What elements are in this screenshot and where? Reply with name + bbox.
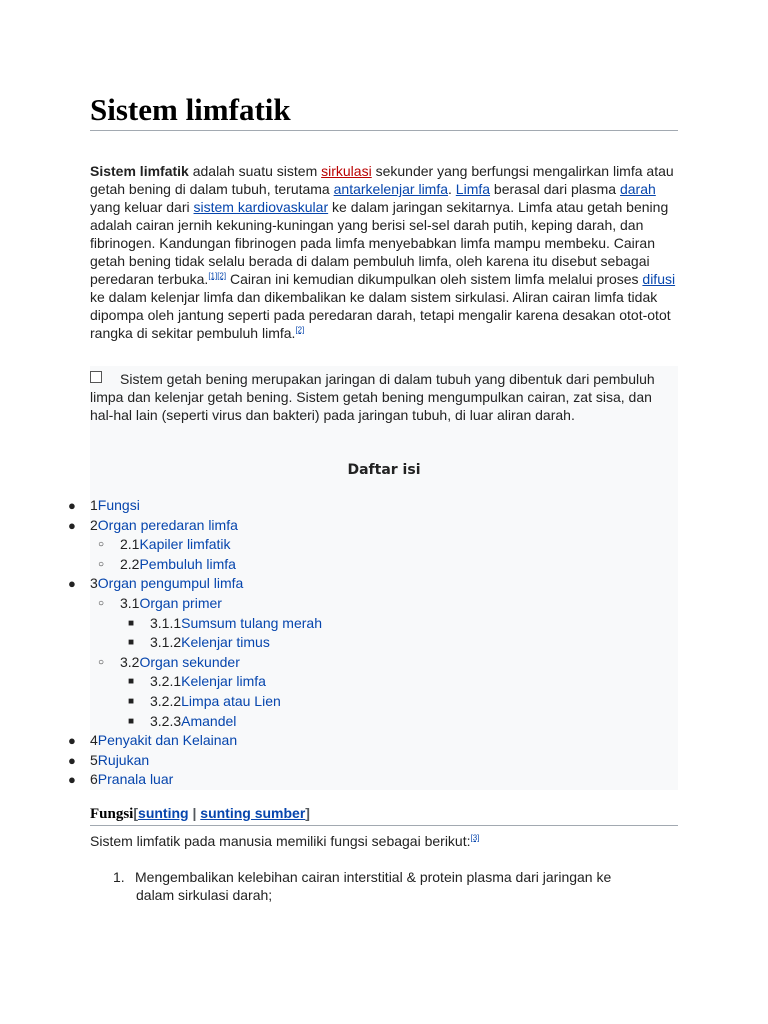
toc-item[interactable] <box>0 574 700 594</box>
bullet-circle-icon: ○ <box>98 597 105 609</box>
toc-item-number: 2 <box>90 516 98 533</box>
reference-3[interactable]: [3] <box>470 833 480 843</box>
toc-item-link[interactable]: Penyakit dan Kelainan <box>97 732 238 749</box>
toc-item[interactable] <box>0 770 700 790</box>
toc-item-number: 6 <box>90 771 98 788</box>
toc-item-entry <box>150 672 266 692</box>
checkbox-icon[interactable] <box>90 371 102 383</box>
toc-item-entry <box>150 692 281 712</box>
toc-item-link[interactable]: Kelenjar timus <box>181 634 270 651</box>
toc-item-entry <box>120 653 240 673</box>
toc-item-number: 3 <box>90 575 98 592</box>
toc-item[interactable] <box>0 751 700 771</box>
list-number: 1. <box>113 869 125 885</box>
toc-item[interactable] <box>0 594 700 614</box>
toc-item-entry <box>90 731 237 751</box>
toc-item-number: 3.1.1 <box>150 614 182 631</box>
bullet-square-icon: ■ <box>128 637 135 649</box>
page-title: Sistem limfatik <box>90 92 678 131</box>
section-heading-fungsi: Fungsi[sunting | sunting sumber] <box>90 804 678 826</box>
notice-paragraph: Sistem getah bening merupakan jaringan di dalam tubuh yang dibentuk dari pembuluh limpa dan kelenjar getah bening. Sistem getah bening mengumpulkan cairan, zat sisa, dan hal-hal lain (seperti virus dan bakteri) pada jaringan tubuh, di luar aliran darah. <box>90 371 655 423</box>
bullet-square-icon: ■ <box>128 715 135 727</box>
toc-item[interactable] <box>0 516 700 536</box>
link-antarkelenjar-limfa[interactable]: antarkelenjar limfa <box>333 181 449 197</box>
bullet-disc-icon: ● <box>68 517 76 533</box>
link-limfa[interactable]: Limfa <box>455 181 491 197</box>
toc-item-link[interactable]: Fungsi <box>97 497 140 513</box>
toc-item[interactable] <box>0 555 700 575</box>
toc-item[interactable] <box>0 496 700 516</box>
link-sistem-kardiovaskular[interactable]: sistem kardiovaskular <box>193 199 329 215</box>
link-darah[interactable]: darah <box>619 181 656 197</box>
bullet-circle-icon: ○ <box>98 656 105 668</box>
edit-links: [sunting | sunting sumber] <box>133 805 310 821</box>
table-of-contents <box>0 496 700 790</box>
link-sirkulasi[interactable]: sirkulasi <box>321 163 372 179</box>
toc-item-entry <box>150 633 270 653</box>
toc-item-number: 2.2 <box>120 555 140 572</box>
toc-item-number: 5 <box>90 751 98 768</box>
toc-item-entry <box>90 496 140 516</box>
link-difusi[interactable]: difusi <box>642 271 676 287</box>
toc-item-number: 3.2 <box>120 653 140 670</box>
toc-item[interactable] <box>0 653 700 673</box>
toc-item-number: 1 <box>90 497 98 513</box>
bullet-disc-icon: ● <box>68 498 76 513</box>
toc-item[interactable] <box>0 731 700 751</box>
toc-item-entry <box>90 516 238 536</box>
toc-item-link[interactable]: Rujukan <box>97 751 150 768</box>
toc-item-entry <box>150 712 236 732</box>
toc-item-entry <box>120 535 231 555</box>
toc-item-entry <box>120 594 222 614</box>
ordered-list-item <box>113 868 673 904</box>
bullet-disc-icon: ● <box>68 576 76 592</box>
toc-item[interactable] <box>0 672 700 692</box>
toc-item-link[interactable]: Organ peredaran limfa <box>97 516 238 533</box>
toc-item-link[interactable]: Organ primer <box>139 594 222 611</box>
bullet-circle-icon: ○ <box>98 539 105 551</box>
toc-item-number: 3.1 <box>120 594 140 611</box>
toc-item-entry <box>90 574 243 594</box>
toc-item[interactable] <box>0 535 700 555</box>
toc-item-link[interactable]: Sumsum tulang merah <box>181 614 322 631</box>
section-paragraph: Sistem limfatik pada manusia memiliki fungsi sebagai berikut:[3] <box>90 833 480 849</box>
toc-item-number: 4 <box>90 732 98 749</box>
toc-title: Daftar isi <box>347 462 421 478</box>
toc-item[interactable] <box>0 692 700 712</box>
bullet-square-icon: ■ <box>128 676 135 688</box>
toc-item-entry <box>120 555 236 575</box>
toc-item-entry <box>90 751 149 771</box>
toc-item-link[interactable]: Amandel <box>181 712 237 729</box>
toc-item-entry <box>90 770 173 790</box>
bullet-circle-icon: ○ <box>98 558 105 570</box>
bullet-square-icon: ■ <box>128 617 135 629</box>
toc-item[interactable] <box>0 614 700 634</box>
toc-item-link[interactable]: Kapiler limfatik <box>139 536 231 553</box>
list-text-line-2: dalam sirkulasi darah; <box>136 887 273 903</box>
toc-item-number: 3.2.2 <box>150 692 182 709</box>
bullet-disc-icon: ● <box>68 752 76 768</box>
bullet-disc-icon: ● <box>68 733 76 749</box>
bullet-square-icon: ■ <box>128 695 135 707</box>
toc-item[interactable] <box>0 712 700 732</box>
toc-item-number: 3.2.3 <box>150 712 182 729</box>
toc-item-link[interactable]: Organ sekunder <box>139 653 240 670</box>
toc-item-link[interactable]: Kelenjar limfa <box>181 673 266 690</box>
toc-item-entry <box>150 614 322 634</box>
toc-item-number: 3.2.1 <box>150 673 182 690</box>
bullet-disc-icon: ● <box>68 772 76 788</box>
toc-item-link[interactable]: Pranala luar <box>97 771 174 788</box>
toc-item-link[interactable]: Pembuluh limfa <box>139 555 236 572</box>
toc-item-number: 3.1.2 <box>150 634 182 651</box>
toc-item-link[interactable]: Limpa atau Lien <box>181 692 281 709</box>
toc-item-number: 2.1 <box>120 536 140 553</box>
reference-1-2[interactable]: [1][2] <box>208 271 227 281</box>
list-text-line-1: Mengembalikan kelebihan cairan interstitial & protein plasma dari jaringan ke <box>135 869 612 885</box>
toc-item-link[interactable]: Organ pengumpul limfa <box>97 575 244 592</box>
intro-bold-term: Sistem limfatik <box>90 163 189 179</box>
edit-link[interactable]: sunting <box>138 805 189 821</box>
toc-item[interactable] <box>0 633 700 653</box>
reference-2[interactable]: [2] <box>295 325 305 335</box>
intro-paragraph: Sistem limfatik adalah suatu sistem sirkulasi sekunder yang berfungsi mengalirkan limfa atau getah bening di dalam tubuh, terutama antarkelenjar limfa. Limfa berasal dari plasma darah yang keluar dari sistem kardiovaskular ke dalam jaringan sekitarnya. Limfa atau getah bening adalah cairan jernih kekuning-kuningan yang berisi sel-sel darah putih, keping darah, dan fibrinogen. Kandungan fibrinogen pada limfa menyebabkan limfa mampu membeku. Cairan getah bening tidak selalu berada di dalam pembuluh limfa, oleh karena itu disebut sebagai peredaran terbuka.[1][2] Cairan ini kemudian dikumpulkan oleh sistem limfa melalui proses difusi ke dalam kelenjar limfa dan dikembalikan ke dalam sistem sirkulasi. Aliran cairan limfa tidak dipompa oleh jantung seperti pada peredaran darah, tetapi mengalir karena desakan otot-otot rangka di sekitar pembuluh limfa.[2] <box>90 163 676 341</box>
edit-source-link[interactable]: sunting sumber <box>200 805 306 821</box>
